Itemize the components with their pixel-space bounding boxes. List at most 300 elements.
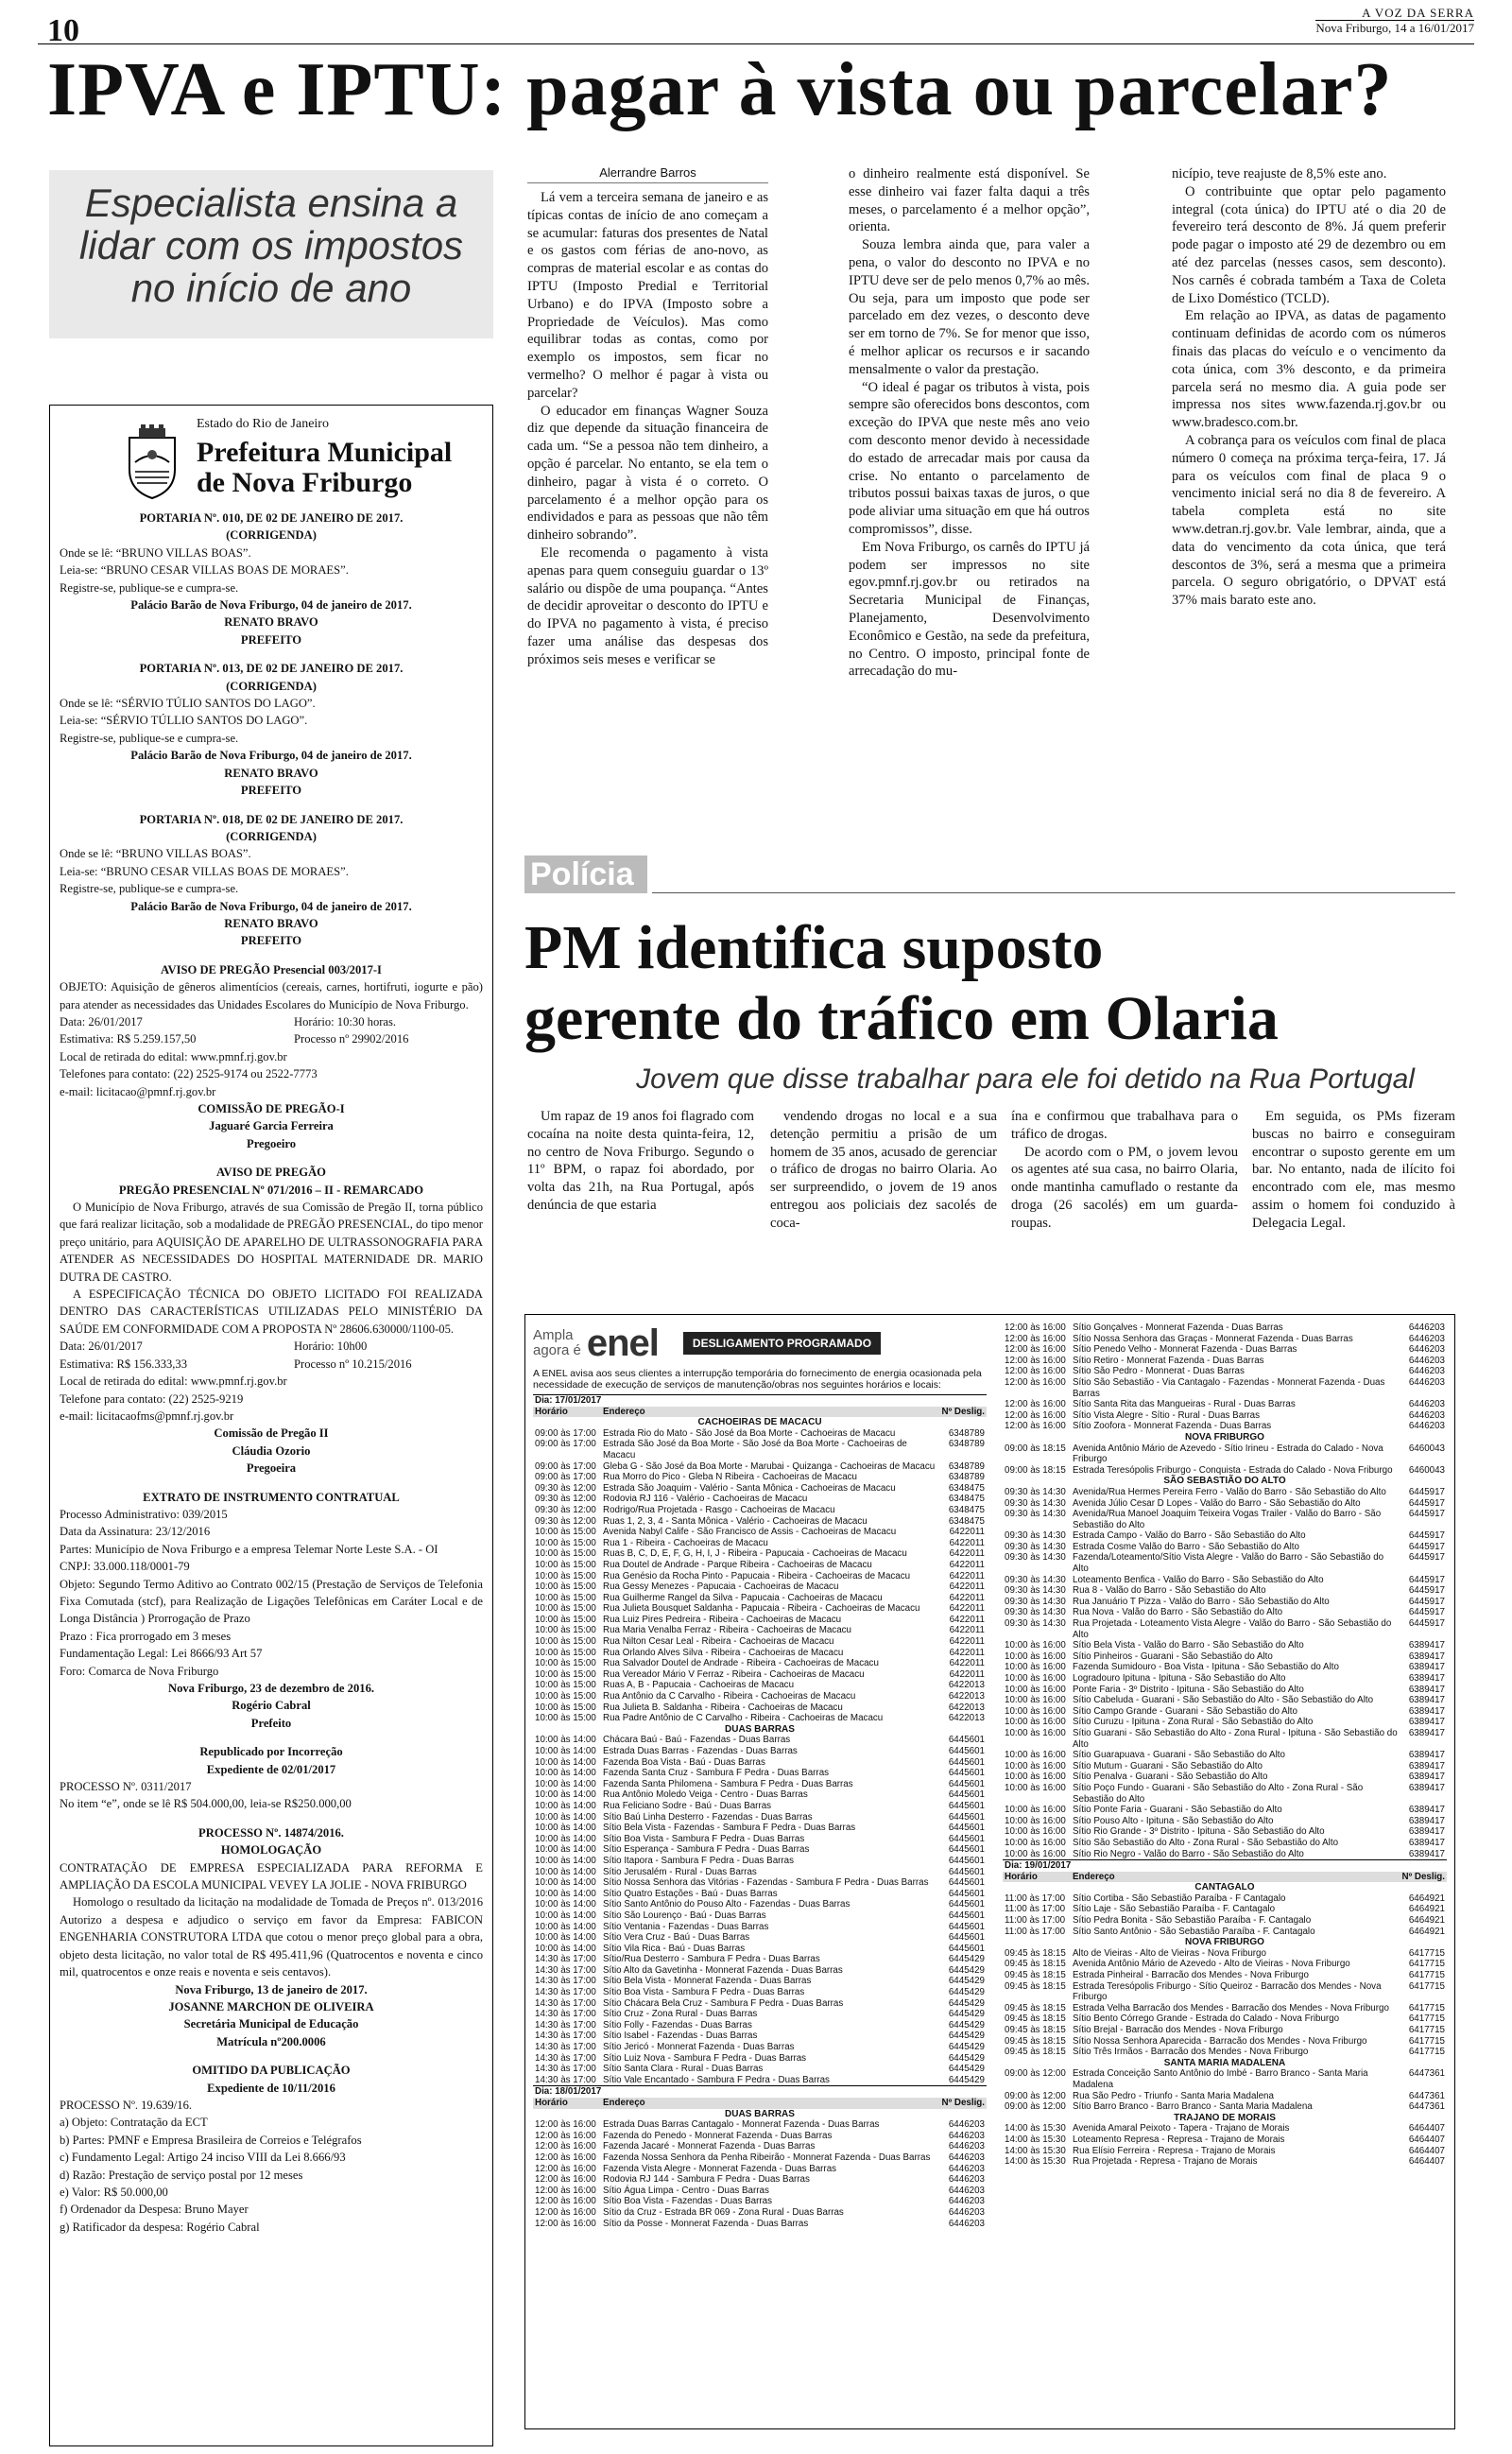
deslig-cell: 6446203 xyxy=(948,2152,985,2163)
aviso-data: Data: 26/01/2017 xyxy=(60,1339,143,1354)
time-cell: 11:00 às 17:00 xyxy=(1005,1926,1066,1937)
address-cell: Sítio Alto da Gavetinha - Monnerat Fazenda - Duas Barras xyxy=(603,1964,843,1976)
deslig-cell: 6446203 xyxy=(1408,1421,1445,1432)
address-cell: Sítio Gonçalves - Monnerat Fazenda - Duas Barras xyxy=(1073,1322,1283,1333)
deslig-cell: 6389417 xyxy=(1408,1684,1445,1695)
time-cell: 14:30 às 17:00 xyxy=(535,1987,596,1998)
table-row xyxy=(1003,2101,1447,2113)
address-cell: Avenida/Rua Hermes Pereira Ferro - Valão do Barro - São Sebastião do Alto xyxy=(1073,1486,1386,1497)
address-cell: Sítio Retiro - Monnerat Fazenda - Duas Barras xyxy=(1073,1355,1264,1366)
deslig-cell: 6446203 xyxy=(948,2206,985,2218)
aviso-objeto: OBJETO: Aquisição de gêneros alimentícios (cereais, carnes, hortifruti, iogurte e pão) para atender as necessidades das Unidades Escolares do Município de Nova Friburgo. xyxy=(60,980,483,1011)
time-cell: 10:00 às 14:00 xyxy=(535,1866,596,1877)
location-row xyxy=(533,2109,987,2120)
deslig-cell: 6445601 xyxy=(948,1746,985,1756)
table-row xyxy=(1003,1575,1447,1586)
time-cell: 09:45 às 18:15 xyxy=(1005,1947,1066,1959)
article-paragraph: A cobrança para os veículos com final de placa número 0 começa na próxima terça-feira, 17. Já para os veículos com final de placa 9 o vencimento inicial será no dia 8 de fevereiro. A tabela completa está no site www.detran.rj.gov.br. Vale lembrar, ainda, que a data do vencimento da cota única, que terá descontos de 3%, será a mesma que a primeira parcela. O seguro obrigatório, o DPVAT está 37% mais barato este ano. xyxy=(1172,432,1446,609)
address-cell: Sítio Santo Antônio do Pouso Alto - Fazendas - Duas Barras xyxy=(603,1899,850,1910)
pm-state: Estado do Rio de Janeiro xyxy=(197,417,329,431)
deslig-cell: 6445917 xyxy=(1408,1509,1445,1520)
deslig-cell: 6422011 xyxy=(949,1658,985,1669)
address-cell: Sítio Curuzu - Ipituna - Zona Rural - São Sebastião do Alto xyxy=(1073,1717,1314,1728)
policia-column-4 xyxy=(1252,1108,1455,1233)
time-cell: 09:30 às 14:30 xyxy=(1005,1509,1066,1520)
address-cell: Logradouro Ipituna - Ipituna - São Sebastião do Alto xyxy=(1073,1673,1286,1684)
time-cell: 09:30 às 14:30 xyxy=(1005,1541,1066,1552)
homologacao-signer: JOSANNE MARCHON DE OLIVEIRA xyxy=(168,1999,374,2013)
table-row xyxy=(1003,1366,1447,1377)
time-cell: 09:00 às 17:00 xyxy=(535,1472,596,1483)
address-cell: Rua Antônio da C Carvalho - Ribeira - Cachoeiras de Macacu xyxy=(603,1691,856,1702)
table-row xyxy=(533,1823,987,1834)
enel-tagline-2: agora é xyxy=(533,1342,581,1358)
address-cell: Avenida Antônio Mário de Azevedo - Alto de Vieiras - Nova Friburgo xyxy=(1073,1959,1350,1970)
deslig-cell: 6445601 xyxy=(948,1811,985,1823)
time-cell: 09:30 às 12:00 xyxy=(535,1504,596,1515)
deslig-cell: 6389417 xyxy=(1408,1805,1445,1816)
table-row xyxy=(1003,1673,1447,1685)
table-row xyxy=(533,2164,987,2175)
address-cell: Sítio Jerusalém - Rural - Duas Barras xyxy=(603,1866,757,1877)
table-row xyxy=(533,1581,987,1593)
time-cell: 10:00 às 14:00 xyxy=(535,1943,596,1954)
table-row xyxy=(533,1538,987,1549)
deslig-cell: 6445429 xyxy=(948,2042,985,2053)
location-label: CANTAGALO xyxy=(1194,1882,1255,1893)
table-row xyxy=(533,2020,987,2031)
deslig-cell: 6422011 xyxy=(949,1527,985,1538)
deslig-cell: 6445917 xyxy=(1408,1585,1445,1597)
time-cell: 12:00 às 16:00 xyxy=(535,2152,596,2163)
time-cell: 10:00 às 14:00 xyxy=(535,1899,596,1910)
deslig-cell: 6417715 xyxy=(1408,2025,1445,2035)
aviso-local: Local de retirada do edital: www.pmnf.rj.gov.br xyxy=(60,1374,287,1389)
address-cell: Fazenda Nossa Senhora da Penha Ribeirão - Monnerat Fazenda - Duas Barras xyxy=(603,2152,931,2163)
day-row xyxy=(1003,1860,1447,1872)
address-cell: Sítio Santa Clara - Rural - Duas Barras xyxy=(603,2064,764,2075)
table-row xyxy=(1003,1344,1447,1356)
location-label: TRAJANO DE MORAIS xyxy=(1174,2112,1276,2123)
portaria-role: PREFEITO xyxy=(240,784,302,798)
deslig-cell: 6417715 xyxy=(1408,1980,1445,1992)
address-cell: Sítio Brejal - Barracão dos Mendes - Nova Friburgo xyxy=(1073,2025,1283,2035)
table-row xyxy=(1003,2003,1447,2014)
deslig-cell: 6422011 xyxy=(949,1603,985,1615)
extrato-line: Data da Assinatura: 23/12/2016 xyxy=(60,1525,211,1539)
deslig-cell: 6445601 xyxy=(948,1756,985,1768)
time-cell: 10:00 às 16:00 xyxy=(1005,1782,1066,1793)
day-label: Dia: 19/01/2017 xyxy=(1003,1860,1447,1872)
address-cell: Fazenda/Loteamento/Sítio Vista Alegre - Valão do Barro - São Sebastião do Alto xyxy=(1073,1552,1384,1575)
deslig-cell: 6422011 xyxy=(949,1537,985,1548)
extrato-line: Partes: Município de Nova Friburgo e a empresa Telemar Norte Leste S.A. - OI xyxy=(60,1542,438,1556)
table-row xyxy=(1003,1695,1447,1706)
policia-column-1 xyxy=(527,1108,754,1215)
time-cell: 10:00 às 15:00 xyxy=(535,1691,596,1702)
deslig-cell: 6445601 xyxy=(948,1844,985,1856)
deslig-cell: 6422011 xyxy=(949,1559,985,1570)
time-cell: 09:30 às 14:30 xyxy=(1005,1486,1066,1497)
table-row xyxy=(533,1527,987,1538)
table-row xyxy=(1003,1783,1447,1805)
deslig-cell: 6445917 xyxy=(1408,1618,1445,1630)
table-row xyxy=(1003,1509,1447,1530)
deslig-cell: 6464921 xyxy=(1408,1926,1445,1937)
deslig-cell: 6445917 xyxy=(1408,1552,1445,1564)
table-row xyxy=(533,2042,987,2053)
aviso-estimativa: Estimativa: R$ 5.259.157,50 xyxy=(60,1032,197,1046)
table-header-cell: Horário xyxy=(1003,1872,1071,1883)
deslig-cell: 6389417 xyxy=(1408,1717,1445,1728)
table-row xyxy=(533,2009,987,2020)
deslig-cell: 6446203 xyxy=(948,2185,985,2196)
table-row xyxy=(533,1844,987,1856)
table-row xyxy=(1003,1981,1447,2003)
table-row xyxy=(533,2031,987,2042)
deslig-cell: 6417715 xyxy=(1408,2035,1445,2047)
table-row xyxy=(1003,1915,1447,1927)
deslig-cell: 6422011 xyxy=(949,1570,985,1581)
deslig-cell: 6422013 xyxy=(948,1713,985,1724)
time-cell: 10:00 às 16:00 xyxy=(1005,1837,1066,1848)
table-header-row xyxy=(1003,1872,1447,1883)
deslig-cell: 6445601 xyxy=(948,1877,985,1889)
location-row xyxy=(1003,1937,1447,1948)
time-cell: 09:30 às 14:30 xyxy=(1005,1552,1066,1564)
address-cell: Ponte Faria - 3º Distrito - Ipituna - São Sebastião do Alto xyxy=(1073,1684,1304,1695)
deslig-cell: 6464407 xyxy=(1408,2156,1445,2168)
table-row xyxy=(533,1472,987,1483)
table-row xyxy=(533,2064,987,2075)
time-cell: 12:00 às 16:00 xyxy=(535,2218,596,2229)
time-cell: 12:00 às 16:00 xyxy=(1005,1344,1066,1356)
address-cell: Sítio Santo Antônio - São Sebastião Paraíba - F. Cantagalo xyxy=(1073,1926,1315,1937)
time-cell: 10:00 às 16:00 xyxy=(1005,1826,1066,1838)
location-label: SÃO SEBASTIÃO DO ALTO xyxy=(1163,1476,1286,1487)
portaria-palacio: Palácio Barão de Nova Friburgo, 04 de janeiro de 2017. xyxy=(130,598,412,613)
deslig-cell: 6348475 xyxy=(948,1482,985,1494)
location-label: NOVA FRIBURGO xyxy=(1185,1937,1264,1948)
address-cell: Rua Feliciano Sodre - Baú - Duas Barras xyxy=(603,1800,772,1811)
enel-table-right xyxy=(1003,1322,1447,2168)
day-label: Dia: 18/01/2017 xyxy=(533,2086,987,2098)
table-row xyxy=(1003,2036,1447,2048)
location-label: SANTA MARIA MADALENA xyxy=(1163,2057,1286,2068)
table-row xyxy=(533,1505,987,1516)
policia-headline-line-2: gerente do tráfico em Olaria xyxy=(524,984,1279,1053)
table-row xyxy=(533,1889,987,1900)
address-cell: Sítio/Rua Desterro - Sambura F Pedra - Duas Barras xyxy=(603,1954,820,1965)
address-cell: Estrada Duas Barras Cantagalo - Monnerat Fazenda - Duas Barras xyxy=(603,2119,880,2131)
omitido-expediente: Expediente de 10/11/2016 xyxy=(207,2081,335,2095)
policia-paragraph: Em seguida, os PMs fizeram buscas no bairro e conseguiram encontrar o suposto gerente em um bar. No entanto, nada de ilícito foi encontrado com ele, mas mesmo assim o homem foi conduzido à Delegacia Legal. xyxy=(1252,1109,1455,1231)
address-cell: Sítio Campo Grande - Guarani - São Sebastião do Alto xyxy=(1073,1705,1297,1717)
aviso-title: AVISO DE PREGÃO xyxy=(216,1166,326,1180)
table-row xyxy=(533,1867,987,1878)
time-cell: 11:00 às 17:00 xyxy=(1005,1915,1066,1927)
time-cell: 10:00 às 16:00 xyxy=(1005,1684,1066,1695)
time-cell: 09:45 às 18:15 xyxy=(1005,2047,1066,2058)
address-cell: Estrada Teresópolis Friburgo - Conquista - Estrada do Calado - Nova Friburgo xyxy=(1073,1464,1393,1476)
aviso-role: Pregoeiro xyxy=(247,1136,296,1150)
deslig-cell: 6348789 xyxy=(948,1427,985,1439)
address-cell: Sítio São Lourenço - Baú - Duas Barras xyxy=(603,1910,766,1921)
table-header-cell: Endereço xyxy=(601,2098,940,2109)
time-cell: 10:00 às 16:00 xyxy=(1005,1771,1066,1783)
address-cell: Sítio Água Limpa - Centro - Duas Barras xyxy=(603,2185,769,2196)
deslig-cell: 6446203 xyxy=(1408,1366,1445,1377)
time-cell: 12:00 às 16:00 xyxy=(535,2206,596,2218)
deslig-cell: 6389417 xyxy=(1408,1695,1445,1706)
time-cell: 12:00 às 16:00 xyxy=(1005,1376,1066,1388)
portaria-corrigenda: (CORRIGENDA) xyxy=(226,528,317,543)
deslig-cell: 6445601 xyxy=(948,1943,985,1954)
address-cell: Sítio Pouso Alto - Ipituna - São Sebastião do Alto xyxy=(1073,1815,1274,1826)
deslig-cell: 6445917 xyxy=(1408,1596,1445,1607)
table-row xyxy=(533,1768,987,1779)
homologacao-role: Secretária Municipal de Educação xyxy=(183,2017,359,2031)
time-cell: 14:30 às 17:00 xyxy=(535,1976,596,1987)
deslig-cell: 6445601 xyxy=(948,1899,985,1910)
address-cell: Avenida Nabyl Calife - São Francisco de Assis - Cachoeiras de Macacu xyxy=(603,1527,897,1538)
location-row xyxy=(1003,1476,1447,1487)
address-cell: Sítio São Sebastião do Alto - Zona Rural - São Sebastião do Alto xyxy=(1073,1837,1339,1848)
address-cell: Estrada Velha Barracão dos Mendes - Barracão dos Mendes - Nova Friburgo xyxy=(1073,2002,1389,2013)
omitido-item: e) Valor: R$ 50.000,00 xyxy=(60,2185,168,2199)
time-cell: 10:00 às 15:00 xyxy=(535,1537,596,1548)
table-row xyxy=(533,2196,987,2207)
deslig-cell: 6417715 xyxy=(1408,1947,1445,1959)
portaria-onde: Onde se lê: “BRUNO VILLAS BOAS”. xyxy=(60,847,251,861)
address-cell: Rua São Pedro - Triunfo - Santa Maria Madalena xyxy=(1073,2090,1274,2101)
address-cell: Rua Vereador Mário V Ferraz - Ribeira - Cachoeiras de Macacu xyxy=(603,1668,865,1680)
address-cell: Sítio Pinheiros - Guarani - São Sebastião do Alto xyxy=(1073,1650,1273,1662)
time-cell: 10:00 às 16:00 xyxy=(1005,1650,1066,1662)
article-paragraph: nicípio, teve reajuste de 8,5% este ano. xyxy=(1172,166,1387,181)
table-row xyxy=(533,2053,987,2065)
address-cell: Sítio Folly - Fazendas - Duas Barras xyxy=(603,2019,752,2031)
table-row xyxy=(1003,1487,1447,1498)
location-row xyxy=(1003,1882,1447,1893)
day-label: Dia: 17/01/2017 xyxy=(533,1395,987,1407)
table-row xyxy=(1003,1334,1447,1345)
address-cell: Gleba G - São José da Boa Morte - Marubai - Quizanga - Cachoeiras de Macacu xyxy=(603,1460,936,1472)
portaria-title: PORTARIA Nº. 018, DE 02 DE JANEIRO DE 2017. xyxy=(139,812,404,826)
enel-title: DESLIGAMENTO PROGRAMADO xyxy=(683,1332,881,1355)
address-cell: Sítio Rio Grande - 3º Distrito - Ipituna - São Sebastião do Alto xyxy=(1073,1826,1325,1838)
address-cell: Sítio Santa Rita das Mangueiras - Rural - Duas Barras xyxy=(1073,1399,1296,1410)
table-row xyxy=(533,2119,987,2131)
address-cell: Sítio Zoofora - Monnerat Fazenda - Duas Barras xyxy=(1073,1421,1272,1432)
table-row xyxy=(533,2152,987,2164)
time-cell: 12:00 às 16:00 xyxy=(535,2130,596,2141)
address-cell: Rua Projetada - Represa - Trajano de Morais xyxy=(1073,2156,1258,2168)
time-cell: 09:00 às 12:00 xyxy=(1005,2090,1066,2101)
address-cell: Rua Guilherme Rangel da Silva - Papucaia - Cachoeiras de Macacu xyxy=(603,1592,883,1603)
republicado-title: Republicado por Incorreção xyxy=(199,1745,343,1759)
address-cell: Sítio Guarani - São Sebastião do Alto - Zona Rural - Ipituna - São Sebastião do Alto xyxy=(1073,1727,1398,1750)
address-cell: Rua Maria Venalba Ferraz - Ribeira - Cachoeiras de Macacu xyxy=(603,1625,851,1636)
table-row xyxy=(1003,1618,1447,1640)
table-row xyxy=(533,1910,987,1922)
address-cell: Ruas 1, 2, 3, 4 - Santa Mônica - Valério - Cachoeiras de Macacu xyxy=(603,1515,868,1527)
portaria-role: PREFEITO xyxy=(240,934,302,948)
time-cell: 12:00 às 16:00 xyxy=(535,2185,596,2196)
article-paragraph: o dinheiro realmente está disponível. Se esse dinheiro vai fazer falta daqui a três meses, o parcelamento é a melhor opção”, orienta. xyxy=(849,166,1090,235)
table-row xyxy=(1003,1805,1447,1816)
time-cell: 12:00 às 16:00 xyxy=(535,2119,596,2131)
time-cell: 14:30 às 17:00 xyxy=(535,2052,596,2064)
table-row xyxy=(533,2075,987,2086)
portaria-title: PORTARIA Nº. 013, DE 02 DE JANEIRO DE 2017. xyxy=(139,662,404,676)
time-cell: 10:00 às 14:00 xyxy=(535,1855,596,1866)
location-row xyxy=(1003,2058,1447,2069)
time-cell: 10:00 às 14:00 xyxy=(535,1823,596,1834)
omitido-processo: PROCESSO Nº. 19.639/16. xyxy=(60,2098,193,2112)
time-cell: 09:30 às 12:00 xyxy=(535,1515,596,1527)
address-cell: Sítio Ponte Faria - Guarani - São Sebastião do Alto xyxy=(1073,1805,1282,1816)
section-tag-policia xyxy=(524,855,647,893)
deslig-cell: 6422013 xyxy=(948,1691,985,1702)
table-row xyxy=(1003,1927,1447,1938)
table-row xyxy=(1003,1717,1447,1728)
deslig-cell: 6464407 xyxy=(1408,2123,1445,2134)
table-row xyxy=(533,1812,987,1823)
deslig-cell: 6445601 xyxy=(948,1921,985,1932)
time-cell: 10:00 às 15:00 xyxy=(535,1614,596,1625)
omitido-item: c) Fundamento Legal: Artigo 24 inciso VIII da Lei 8.666/93 xyxy=(60,2151,346,2165)
pm-name xyxy=(197,438,480,498)
portaria-corrigenda: (CORRIGENDA) xyxy=(226,679,317,693)
time-cell: 09:00 às 18:15 xyxy=(1005,1443,1066,1454)
time-cell: 09:30 às 14:30 xyxy=(1005,1574,1066,1585)
omitido-item: g) Ratificador da despesa: Rogério Cabral xyxy=(60,2220,260,2234)
omitido-item: f) Ordenador da Despesa: Bruno Mayer xyxy=(60,2203,249,2217)
time-cell: 09:30 às 14:30 xyxy=(1005,1530,1066,1542)
table-row xyxy=(533,1483,987,1495)
address-cell: Estrada São Joaquim - Valério - Santa Mônica - Cachoeiras de Macacu xyxy=(603,1482,896,1494)
time-cell: 12:00 às 16:00 xyxy=(535,2141,596,2152)
time-cell: 10:00 às 16:00 xyxy=(1005,1717,1066,1728)
time-cell: 11:00 às 17:00 xyxy=(1005,1904,1066,1915)
table-row xyxy=(1003,2013,1447,2025)
time-cell: 10:00 às 14:00 xyxy=(535,1844,596,1856)
extrato-role: Prefeito xyxy=(250,1716,292,1730)
time-cell: 14:30 às 17:00 xyxy=(535,2042,596,2053)
address-cell: Sítio Rio Negro - Valão do Barro - São Sebastião do Alto xyxy=(1073,1848,1304,1859)
article-column-3 xyxy=(1172,165,1446,610)
address-cell: Sítio Luiz Nova - Sambura F Pedra - Duas Barras xyxy=(603,2052,807,2064)
address-cell: Avenida Amaral Peixoto - Tapera - Trajano de Morais xyxy=(1073,2123,1290,2134)
extrato-line: CNPJ: 33.000.118/0001-79 xyxy=(60,1560,190,1574)
address-cell: Chácara Baú - Baú - Fazendas - Duas Barras xyxy=(603,1735,791,1746)
address-cell: Sítio Poço Fundo - Guarani - São Sebastião do Alto - Zona Rural - São Sebastião do Alto xyxy=(1073,1782,1364,1805)
deslig-cell: 6445429 xyxy=(948,2052,985,2064)
republicado-expediente: Expediente de 02/01/2017 xyxy=(206,1762,336,1776)
deslig-cell: 6417715 xyxy=(1408,2002,1445,2013)
portaria-role: PREFEITO xyxy=(240,632,302,647)
portaria-leia: Leia-se: “BRUNO CESAR VILLAS BOAS DE MORAES”. xyxy=(60,563,349,578)
address-cell: Rua Nilton Cesar Leal - Ribeira - Cachoeiras de Macacu xyxy=(603,1636,834,1648)
republicado-processo: PROCESSO Nº. 0311/2017 xyxy=(60,1780,192,1794)
portaria-registre: Registre-se, publique-se e cumpra-se. xyxy=(60,731,239,745)
address-cell: Rua Elísio Ferreira - Represa - Trajano de Morais xyxy=(1073,2145,1276,2156)
address-cell: Estrada São José da Boa Morte - São José da Boa Morte - Cachoeiras de Macacu xyxy=(603,1439,907,1460)
table-header-cell: Endereço xyxy=(601,1407,940,1418)
time-cell: 14:30 às 17:00 xyxy=(535,2064,596,2075)
address-cell: Rua Antônio Moledo Veiga - Centro - Duas Barras xyxy=(603,1789,808,1801)
address-cell: Fazenda Vista Alegre - Monnerat Fazenda - Duas Barras xyxy=(603,2163,837,2174)
omitido-title: OMITIDO DA PUBLICAÇÃO xyxy=(192,2064,351,2078)
time-cell: 10:00 às 16:00 xyxy=(1005,1673,1066,1684)
address-cell: Rua Nova - Valão do Barro - São Sebastião do Alto xyxy=(1073,1607,1283,1618)
deslig-cell: 6445601 xyxy=(948,1833,985,1844)
extrato-date: Nova Friburgo, 23 de dezembro de 2016. xyxy=(167,1682,375,1695)
table-row xyxy=(1003,1771,1447,1783)
address-cell: Sítio Mutum - Guarani - São Sebastião do Alto xyxy=(1073,1760,1263,1771)
time-cell: 10:00 às 14:00 xyxy=(535,1811,596,1823)
aviso-role: Pregoeira xyxy=(246,1461,297,1476)
deslig-cell: 6447361 xyxy=(1408,2101,1445,2113)
aviso-comissao: COMISSÃO DE PREGÃO-I xyxy=(198,1102,345,1115)
deslig-cell: 6422011 xyxy=(949,1592,985,1603)
table-row xyxy=(1003,1959,1447,1970)
time-cell: 10:00 às 14:00 xyxy=(535,1910,596,1921)
table-header-cell: Horário xyxy=(533,1407,601,1418)
prefeitura-notices xyxy=(49,405,493,2446)
deslig-cell: 6422013 xyxy=(948,1680,985,1691)
time-cell: 10:00 às 16:00 xyxy=(1005,1805,1066,1816)
deslig-cell: 6445601 xyxy=(948,1910,985,1921)
time-cell: 14:30 às 17:00 xyxy=(535,2074,596,2085)
time-cell: 12:00 às 16:00 xyxy=(1005,1333,1066,1344)
time-cell: 10:00 às 15:00 xyxy=(535,1603,596,1615)
address-cell: Sítio Chácara Bela Cruz - Sambura F Pedra - Duas Barras xyxy=(603,1997,844,2009)
table-header-row xyxy=(533,1407,987,1418)
address-cell: Estrada Conceição Santo Antônio do Imbé - Barro Branco - Santa Maria Madalena xyxy=(1073,2068,1368,2090)
location-label: CACHOEIRAS DE MACACU xyxy=(697,1417,822,1428)
aviso-estimativa: Estimativa: R$ 156.333,33 xyxy=(60,1357,188,1371)
address-cell: Sítio Nossa Senhora das Vitórias - Fazendas - Sambura F Pedra - Duas Barras xyxy=(603,1877,929,1889)
time-cell: 12:00 às 16:00 xyxy=(1005,1355,1066,1366)
time-cell: 10:00 às 14:00 xyxy=(535,1746,596,1756)
table-row xyxy=(1003,1542,1447,1553)
deslig-cell: 6447361 xyxy=(1408,2068,1445,2080)
address-cell: Rua Orlando Alves Silva - Ribeira - Cachoeiras de Macacu xyxy=(603,1647,844,1658)
deslig-cell: 6460043 xyxy=(1408,1443,1445,1454)
address-cell: Rua Projetada - Loteamento Vista Alegre - Valão do Barro - São Sebastião do Alto xyxy=(1073,1618,1392,1640)
deslig-cell: 6464407 xyxy=(1408,2145,1445,2156)
time-cell: 12:00 às 16:00 xyxy=(1005,1399,1066,1410)
deslig-cell: 6445429 xyxy=(948,1987,985,1998)
address-cell: Sítio Cabeluda - Guarani - São Sebastião do Alto - São Sebastião do Alto xyxy=(1073,1695,1374,1706)
deslig-cell: 6389417 xyxy=(1408,1727,1445,1738)
aviso-text: O Município de Nova Friburgo, através de sua Comissão de Pregão II, torna público que fará realizar licitação, sob a modalidade de PREGÃO PRESENCIAL, do tipo menor preço unitário, para AQUISIÇÃO DE APARELHO DE ULTRASSONOGRAFIA PARA ATENDER AS NECESSIDADES DO HOSPITAL MATERNIDADE DR. MARIO DUTRA DE CASTRO. xyxy=(60,1201,483,1284)
address-cell: Rua 8 - Valão do Barro - São Sebastião do Alto xyxy=(1073,1585,1266,1597)
table-row xyxy=(533,1494,987,1505)
extrato-signer: Rogério Cabral xyxy=(232,1699,311,1713)
deslig-cell: 6445429 xyxy=(948,1997,985,2009)
policia-column-3 xyxy=(1011,1108,1238,1233)
deslig-cell: 6460043 xyxy=(1408,1464,1445,1476)
address-cell: Sítio Barro Branco - Barro Branco - Santa Maria Madalena xyxy=(1073,2101,1313,2113)
deslig-cell: 6422011 xyxy=(949,1548,985,1560)
table-header-cell: Nº Deslig. xyxy=(941,2098,985,2108)
aviso-subtitle: PREGÃO PRESENCIAL Nº 071/2016 – II - REMARCADO xyxy=(118,1183,424,1197)
table-row xyxy=(533,1516,987,1528)
aviso-data: Data: 26/01/2017 xyxy=(60,1014,143,1028)
